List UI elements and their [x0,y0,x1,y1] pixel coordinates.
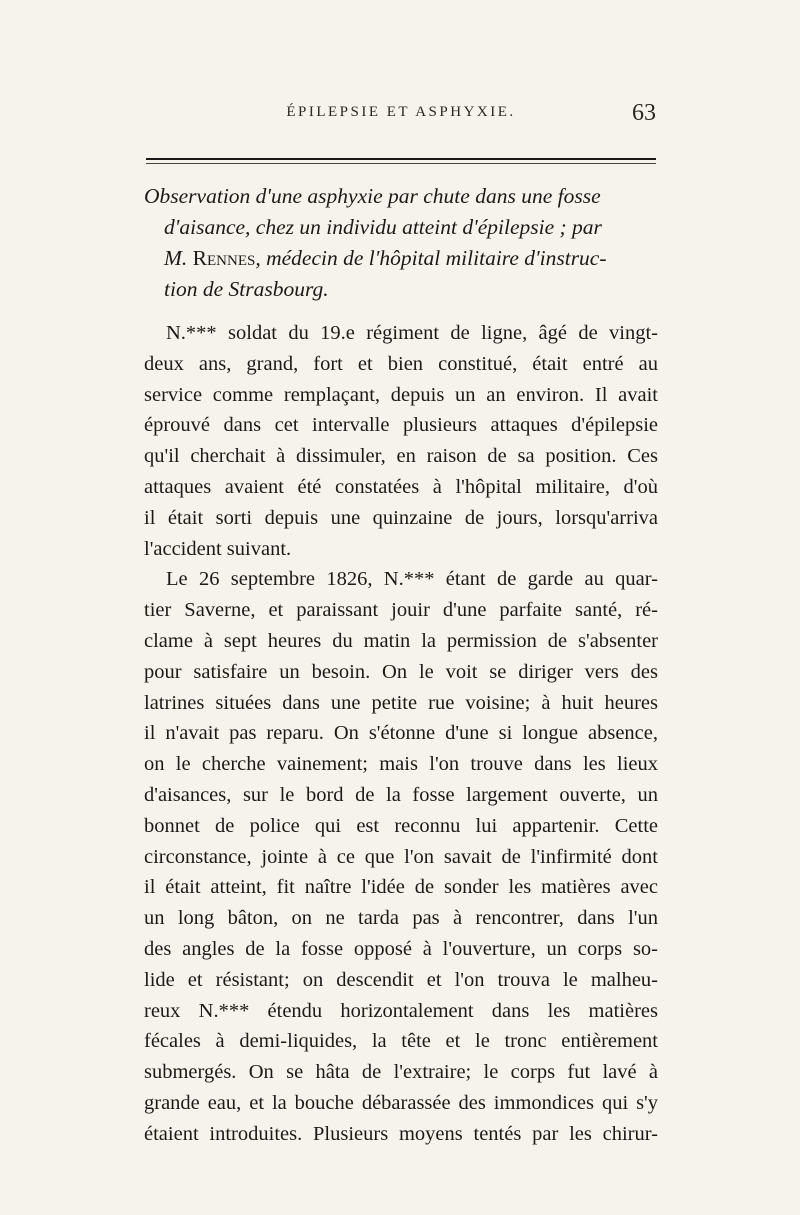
text-line: étaient introduites. Plusieurs moyens tentés par les chirur- [144,1122,658,1145]
text-line: l'accident suivant. [144,537,292,560]
text-line: qu'il cherchait à dissimuler, en raison de sa position. Ces [144,445,658,468]
text-line: grande eau, et la bouche débarassée des immondices qui s'y [144,1091,658,1114]
text-line: latrines situées dans une petite rue voisine; à huit heures [144,691,658,714]
header-rule-thick [146,158,656,160]
page-number: 63 [632,100,656,126]
text-line: il était atteint, fit naître l'idée de sonder les matières avec [144,876,658,899]
text-line: éprouvé dans cet intervalle plusieurs attaques d'épilepsie [144,414,658,437]
text-line: submergés. On se hâta de l'extraire; le corps fut lavé à [144,1061,658,1084]
text-line: lide et résistant; on descendit et l'on trouva le malheu- [144,968,658,991]
text-line: bonnet de police qui est reconnu lui appartenir. Cette [144,814,658,837]
title-line: tion de Strasbourg. [164,277,329,301]
text-line: pour satisfaire un besoin. On le voit se diriger vers des [144,660,658,683]
text-line: d'aisances, sur le bord de la fosse largement ouverte, un [144,783,658,806]
title-line: Observation d'une asphyxie par chute dans une fosse [144,184,601,208]
text-line: deux ans, grand, fort et bien constitué, était entré au [144,352,658,375]
title-line: d'aisance, chez un individu atteint d'épilepsie ; par [164,215,602,239]
observation-title [144,181,656,305]
text-line: un long bâton, on ne tarda pas à rencontrer, dans l'un [144,907,658,930]
text-line: il était sorti depuis une quinzaine de jours, lorsqu'arriva [144,506,658,529]
text-line: service comme remplaçant, depuis un an environ. Il avait [144,383,658,406]
text-line: reux N.*** étendu horizontalement dans les matières [144,999,658,1022]
body-text [144,318,658,1150]
text-line: tier Saverne, et paraissant jouir d'une parfaite santé, ré- [144,599,658,622]
header-rule-thin [146,163,656,164]
author-name: Rennes [192,246,256,270]
running-title: ÉPILEPSIE ET ASPHYXIE. [286,104,516,120]
text-line: fécales à demi-liquides, la tête et le tronc entièrement [144,1030,658,1053]
author-prefix: M. [164,246,188,270]
text-line: il n'avait pas reparu. On s'étonne d'une si longue absence, [144,722,658,745]
text-line: Le 26 septembre 1826, N.*** étant de garde au quar- [166,568,658,591]
text-line: circonstance, jointe à ce que l'on savait de l'infirmité dont [144,845,658,868]
page-header [146,100,656,140]
text-line: on le cherche vainement; mais l'on trouve dans les lieux [144,753,658,776]
author-suffix: , médecin de l'hôpital militaire d'instruc- [255,246,607,270]
title-author-line [144,243,656,274]
text-line: des angles de la fosse opposé à l'ouverture, un corps so- [144,937,658,960]
text-line: attaques avaient été constatées à l'hôpital militaire, d'où [144,475,658,498]
text-line: clame à sept heures du matin la permission de s'absenter [144,629,658,652]
text-line: N.*** soldat du 19.e régiment de ligne, âgé de vingt- [166,322,658,344]
